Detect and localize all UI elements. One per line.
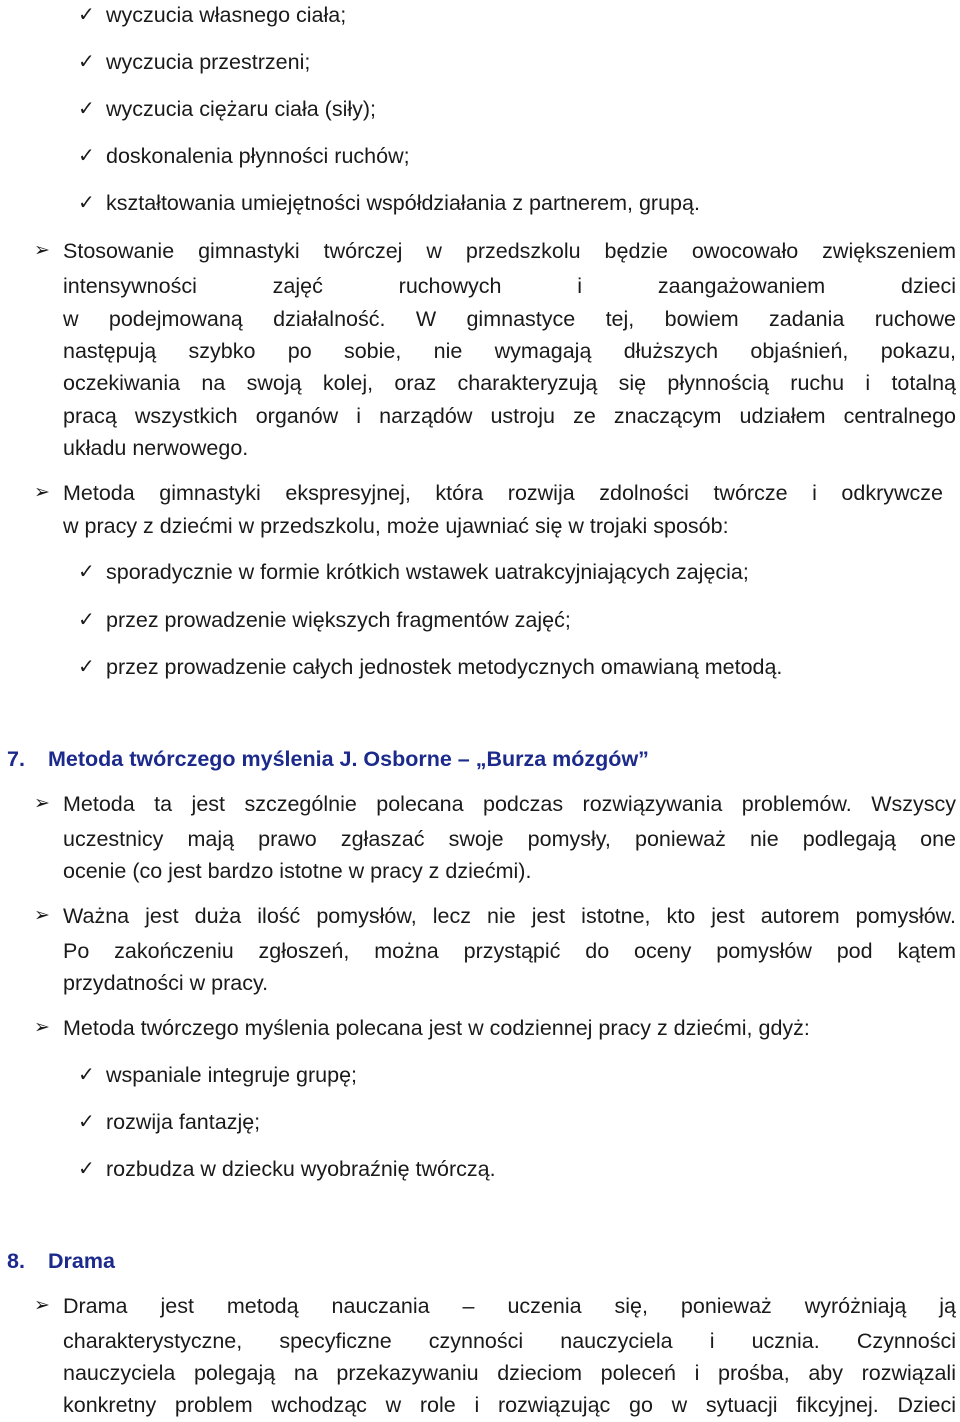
check-icon: ✓ xyxy=(78,192,95,214)
section-number: 8. xyxy=(7,1249,25,1273)
check-icon: ✓ xyxy=(78,51,95,73)
arrow-bullet-icon: ➢ xyxy=(34,1017,50,1038)
check-icon: ✓ xyxy=(78,1111,95,1133)
arrow-bullet-icon: ➢ xyxy=(34,793,50,814)
check-icon: ✓ xyxy=(78,561,95,583)
section-title: Metoda twórczego myślenia J. Osborne – „Burza mózgów” xyxy=(48,747,649,771)
arrow-bullet-icon: ➢ xyxy=(34,905,50,926)
check-icon: ✓ xyxy=(78,4,95,26)
check-icon: ✓ xyxy=(78,1158,95,1180)
check-icon: ✓ xyxy=(78,656,95,678)
section-title: Drama xyxy=(48,1249,115,1273)
check-icon: ✓ xyxy=(78,98,95,120)
section-number: 7. xyxy=(7,747,25,771)
check-icon: ✓ xyxy=(78,145,95,167)
check-icon: ✓ xyxy=(78,609,95,631)
check-icon: ✓ xyxy=(78,1064,95,1086)
arrow-bullet-icon: ➢ xyxy=(34,1295,50,1316)
arrow-bullet-icon: ➢ xyxy=(34,482,50,503)
arrow-bullet-icon: ➢ xyxy=(34,240,50,261)
